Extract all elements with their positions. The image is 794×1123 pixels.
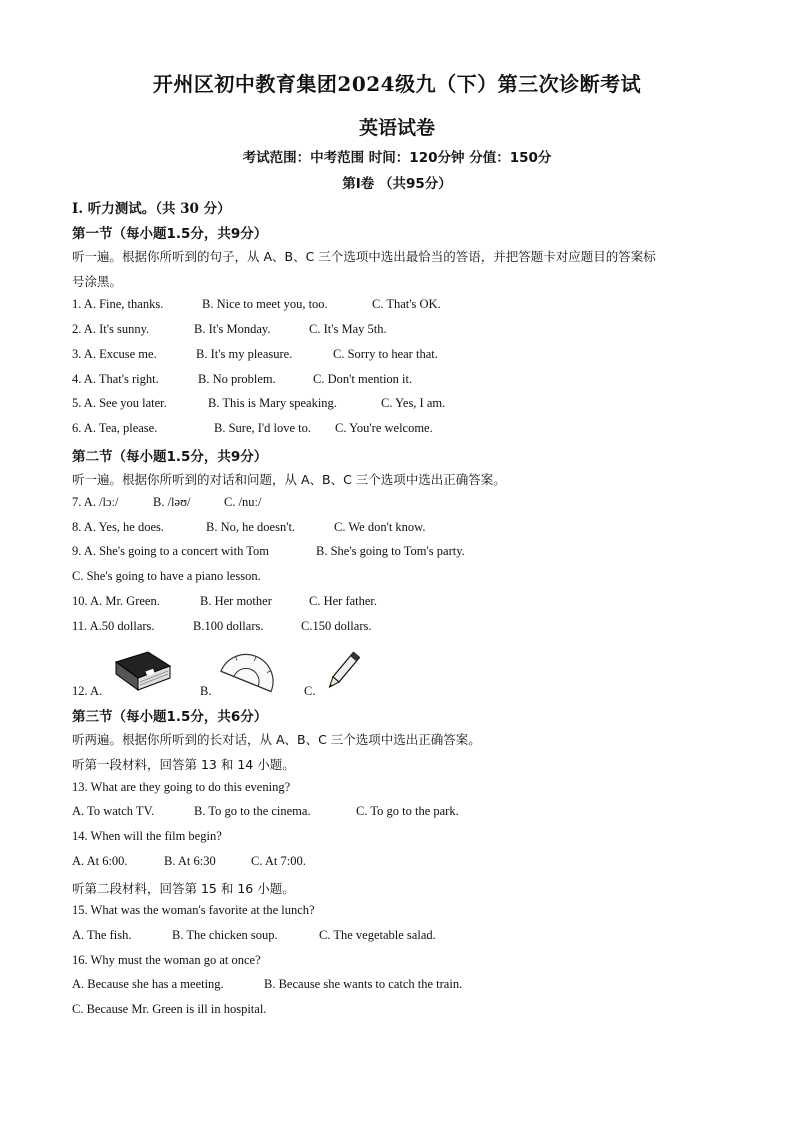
option-a: 12. A. [72, 684, 103, 698]
option-b: B. /ləʊ/ [153, 495, 191, 509]
option-a: A. To watch TV. [72, 804, 155, 818]
option-a: 2. A. It's sunny. [72, 322, 150, 336]
question-15-stem: 15. What was the woman's favorite at the lunch? [72, 903, 315, 917]
option-b: B. To go to the cinema. [194, 804, 311, 818]
book-icon [112, 648, 174, 692]
section1-heading: 第一节（每小题1.5分，共9分） [72, 226, 268, 242]
option-a: A. The fish. [72, 928, 132, 942]
option-c: C. Yes, I am. [381, 396, 446, 410]
option-b: B. Nice to meet you, too. [202, 297, 328, 311]
option-c: C. [304, 684, 316, 698]
section1-instruction: 听一遍。根据你所听到的句子，从 A、B、C 三个选项中选出最恰当的答语，并把答题卡对应题目的答案标 [72, 249, 656, 264]
option-b: B. It's Monday. [194, 322, 271, 336]
option-c: C. Her father. [309, 594, 378, 608]
option-a: A. Because she has a meeting. [72, 977, 224, 991]
option-b: B. At 6:30 [164, 854, 216, 868]
question-14-stem: 14. When will the film begin? [72, 829, 222, 843]
exam-title: 开州区初中教育集团2024级九（下）第三次诊断考试 [152, 72, 642, 96]
exam-info: 考试范围：中考范围 时间：120分钟 分值：150分 [242, 150, 552, 166]
part-heading: I. 听力测试。（共 30 分） [72, 201, 231, 217]
option-b: B.100 dollars. [193, 619, 264, 633]
option-a: 6. A. Tea, please. [72, 421, 158, 435]
passage1-instruction: 听第一段材料，回答第 13 和 14 小题。 [72, 757, 295, 772]
option-c: C. That's OK. [372, 297, 441, 311]
option-c: C. It's May 5th. [309, 322, 387, 336]
section2-instruction: 听一遍。根据你所听到的对话和问题，从 A、B、C 三个选项中选出正确答案。 [72, 472, 506, 487]
option-a: 1. A. Fine, thanks. [72, 297, 164, 311]
option-b: B. It's my pleasure. [196, 347, 293, 361]
question-16-stem: 16. Why must the woman go at once? [72, 953, 261, 967]
option-a: 4. A. That's right. [72, 372, 159, 386]
option-c: C. To go to the park. [356, 804, 459, 818]
option-c: C. At 7:00. [251, 854, 306, 868]
option-a: 11. A.50 dollars. [72, 619, 155, 633]
option-b: B. Sure, I'd love to. [214, 421, 312, 435]
option-a: 9. A. She's going to a concert with Tom [72, 544, 269, 558]
section2-heading: 第二节（每小题1.5分，共9分） [72, 449, 268, 465]
option-b: B. Her mother [200, 594, 272, 608]
option-b: B. She's going to Tom's party. [316, 544, 465, 558]
option-c: C.150 dollars. [301, 619, 372, 633]
passage2-instruction: 听第二段材料，回答第 15 和 16 小题。 [72, 881, 295, 896]
option-b: B. [200, 684, 212, 698]
option-c: C. Because Mr. Green is ill in hospital. [72, 1002, 267, 1016]
exam-subtitle: 英语试卷 [358, 117, 435, 139]
option-a: 3. A. Excuse me. [72, 347, 157, 361]
option-c: C. /nuː/ [224, 495, 262, 509]
option-c: C. We don't know. [334, 520, 426, 534]
pencil-icon [326, 648, 360, 694]
option-a: A. At 6:00. [72, 854, 128, 868]
option-b: B. No, he doesn't. [206, 520, 296, 534]
option-c: C. Don't mention it. [313, 372, 413, 386]
question-13-stem: 13. What are they going to do this evening? [72, 780, 291, 794]
option-c: C. You're welcome. [335, 421, 433, 435]
section3-heading: 第三节（每小题1.5分，共6分） [72, 709, 268, 725]
volume-heading: 第Ⅰ卷 （共95分） [342, 176, 452, 192]
option-a: 10. A. Mr. Green. [72, 594, 160, 608]
option-a: 7. A. /lɔː/ [72, 495, 119, 509]
protractor-icon [218, 650, 280, 694]
option-c: C. The vegetable salad. [319, 928, 436, 942]
section3-instruction: 听两遍。根据你所听到的长对话，从 A、B、C 三个选项中选出正确答案。 [72, 732, 481, 747]
section1-instruction-cont: 号涂黑。 [72, 274, 123, 289]
option-b: B. The chicken soup. [172, 928, 278, 942]
option-a: 8. A. Yes, he does. [72, 520, 165, 534]
option-a: 5. A. See you later. [72, 396, 167, 410]
option-b: B. This is Mary speaking. [208, 396, 337, 410]
option-c: C. She's going to have a piano lesson. [72, 569, 261, 583]
option-b: B. Because she wants to catch the train. [264, 977, 463, 991]
option-c: C. Sorry to hear that. [333, 347, 438, 361]
option-b: B. No problem. [198, 372, 276, 386]
